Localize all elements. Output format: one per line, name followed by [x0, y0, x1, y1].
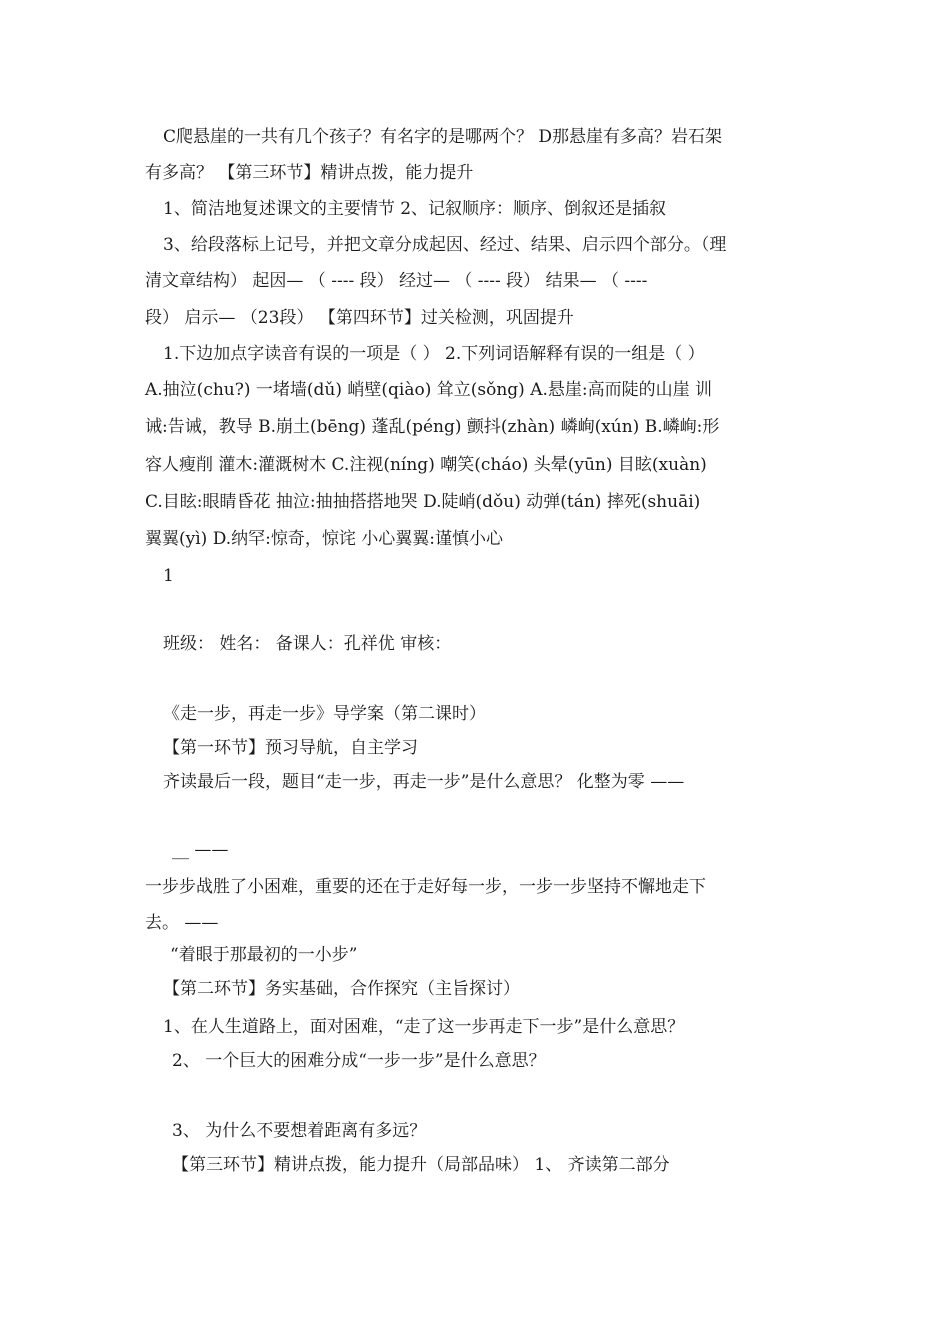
text-line: 去。 —— [145, 913, 219, 933]
text-line: 1.下边加点字读音有误的一项是（ ） 2.下列词语解释有误的一组是（ ） [163, 344, 705, 364]
text-line: A.抽泣(chu?) 一堵墙(dǔ) 峭壁(qiào) 耸立(sǒng) A.悬崖:高而陡的山崖 训 [145, 380, 713, 400]
text-line: 清文章结构） 起因— （ ---- 段） 经过— （ ---- 段） 结果— （ ---- [145, 271, 648, 291]
section-heading: 【第一环节】预习导航，自主学习 [163, 738, 418, 758]
text-line: 容人瘦削 灌木:灌溉树木 C.注视(níng) 嘲笑(cháo) 头晕(yūn) 目眩(xuàn) [145, 455, 707, 475]
text-line: 段） 启示— （23段） 【第四环节】过关检测，巩固提升 [145, 308, 574, 328]
page-number: 1 [163, 566, 174, 586]
text-line: 诫:告诫，教导 B.崩土(bēng) 蓬乱(péng) 颤抖(zhàn) 嶙峋(xún) B.嶙峋:形 [145, 417, 720, 437]
text-line: 1、简洁地复述课文的主要情节 2、记叙顺序：顺序、倒叙还是插叙 [163, 199, 667, 219]
text-line: 3、给段落标上记号，并把文章分成起因、经过、结果、启示四个部分。（理 [163, 235, 727, 255]
text-line: 1、在人生道路上，面对困难，“走了这一步再走下一步”是什么意思？ [163, 1017, 685, 1037]
section-heading: 【第三环节】精讲点拨，能力提升（局部品味） 1、 齐读第二部分 [172, 1155, 670, 1175]
text-line: 一步步战胜了小困难，重要的还在于走好每一步，一步一步坚持不懈地走下 [145, 877, 706, 897]
text-line: __ —— [172, 840, 229, 860]
section-heading: 【第二环节】务实基础，合作探究（主旨探讨） [163, 979, 520, 999]
document-title: 《走一步，再走一步》导学案（第二课时） [163, 704, 486, 724]
text-line: C爬悬崖的一共有几个孩子？有名字的是哪两个？ D那悬崖有多高？岩石架 [163, 127, 723, 147]
text-line: 3、 为什么不要想着距离有多远？ [172, 1121, 427, 1141]
text-line: 2、 一个巨大的困难分成“一步一步”是什么意思？ [172, 1051, 546, 1071]
text-line: 有多高？ 【第三环节】精讲点拨，能力提升 [145, 163, 474, 183]
text-line: C.目眩:眼睛昏花 抽泣:抽抽搭搭地哭 D.陡峭(dǒu) 动弹(tán) 摔死(shuāi) [145, 492, 701, 512]
header-info-line: 班级： 姓名： 备课人：孔祥优 审核： [163, 634, 452, 654]
text-line: “着眼于那最初的一小步” [170, 945, 358, 965]
text-line: 齐读最后一段，题目“走一步，再走一步”是什么意思？ 化整为零 —— [163, 772, 685, 792]
text-line: 翼翼(yì) D.纳罕:惊奇，惊诧 小心翼翼:谨慎小心 [145, 529, 503, 549]
